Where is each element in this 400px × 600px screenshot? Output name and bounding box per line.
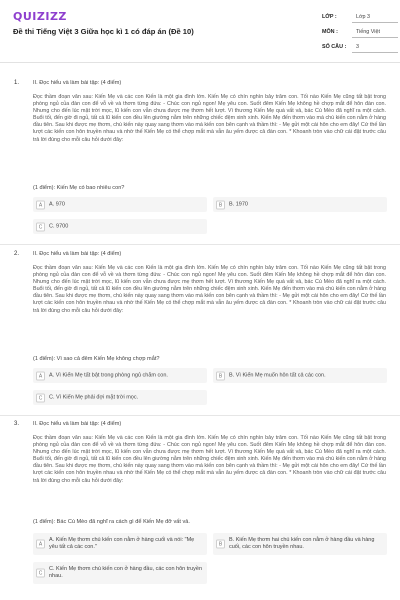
option-letter: B <box>216 540 225 549</box>
option-b[interactable] <box>213 533 387 555</box>
worksheet-header <box>0 0 400 62</box>
option-a[interactable] <box>33 533 207 555</box>
question-passage: Đọc thầm đoạn văn sau: Kiến Mẹ và các con Kiến là một gia đình lớn. Kiến Mẹ có chín nghìn bảy trăm con. Tối nào Kiến Mẹ cũng tất bật trong phòng ngủ của đàn con để vỗ về và thơm từng đứa: - Chúc con ngủ ngon! Mẹ yêu con. Suốt đêm Kiến Mẹ không hề chợp mắt để hôn đàn con. Nhưng cho đến lúc mặt trời mọc, lũ kiến con vẫn chưa được mẹ thơm hết lượt. Vì thương Kiến Mẹ quá vất vả, bác Cú Mèo đã nghĩ ra một cách. Buổi tối, đến giờ đi ngủ, tất cả lũ kiến con đều lên giường nằm trên những chiếc đệm xinh xinh. Kiến Mẹ đến thơm vào má chú kiến con nằm ở hàng đầu tiên. Sau khi được mẹ thơm, chú kiến này quay sang thơm vào má kiến con bên cạnh và thầm thì: - Mẹ gửi một cái hôn cho em đây! Cứ thế lần lượt các kiến con hôn truyền nhau và nhờ thế Kiến Mẹ có thể chợp mắt mà vẫn âu yếm được cả đàn con. * Khoanh tròn vào chữ cái đặt trước câu trả lời đúng cho mỗi câu hỏi dưới đây: <box>33 94 386 143</box>
meta-class-label: LỚP : <box>322 14 337 20</box>
question-passage: Đọc thầm đoạn văn sau: Kiến Mẹ và các con Kiến là một gia đình lớn. Kiến Mẹ có chín nghìn bảy trăm con. Tối nào Kiến Mẹ cũng tất bật trong phòng ngủ của đàn con để vỗ về và thơm từng đứa: - Chúc con ngủ ngon! Mẹ yêu con. Suốt đêm Kiến Mẹ không hề chợp mắt để hôn đàn con. Nhưng cho đến lúc mặt trời mọc, lũ kiến con vẫn chưa được mẹ thơm hết lượt. Vì thương Kiến Mẹ quá vất vả, bác Cú Mèo đã nghĩ ra một cách. Buổi tối, đến giờ đi ngủ, tất cả lũ kiến con đều lên giường nằm trên những chiếc đệm xinh xinh. Kiến Mẹ đến thơm vào má chú kiến con nằm ở hàng đầu tiên. Sau khi được mẹ thơm, chú kiến này quay sang thơm vào má kiến con bên cạnh và thầm thì: - Mẹ gửi một cái hôn cho em đây! Cứ thế lần lượt các kiến con hôn truyền nhau và nhờ thế Kiến Mẹ có thể chợp mắt mà vẫn âu yếm được cả đàn con. * Khoanh tròn vào chữ cái đặt trước câu trả lời đúng cho mỗi câu hỏi dưới đây: <box>33 435 386 484</box>
option-text: C. 9700 <box>49 223 69 229</box>
question-passage: Đọc thầm đoạn văn sau: Kiến Mẹ và các con Kiến là một gia đình lớn. Kiến Mẹ có chín nghìn bảy trăm con. Tối nào Kiến Mẹ cũng tất bật trong phòng ngủ của đàn con để vỗ về và thơm từng đứa: - Chúc con ngủ ngon! Mẹ yêu con. Suốt đêm Kiến Mẹ không hề chợp mắt để hôn đàn con. Nhưng cho đến lúc mặt trời mọc, lũ kiến con vẫn chưa được mẹ thơm hết lượt. Vì thương Kiến Mẹ quá vất vả, bác Cú Mèo đã nghĩ ra một cách. Buổi tối, đến giờ đi ngủ, tất cả lũ kiến con đều lên giường nằm trên những chiếc đệm xinh xinh. Kiến Mẹ đến thơm vào má chú kiến con nằm ở hàng đầu tiên. Sau khi được mẹ thơm, chú kiến này quay sang thơm vào má kiến con bên cạnh và thầm thì: - Mẹ gửi một cái hôn cho em đây! Cứ thế lần lượt các kiến con hôn truyền nhau và nhờ thế Kiến Mẹ có thể chợp mắt mà vẫn âu yếm được cả đàn con. * Khoanh tròn vào chữ cái đặt trước câu trả lời đúng cho mỗi câu hỏi dưới đây: <box>33 265 386 314</box>
question-heading: II. Đọc hiểu và làm bài tập: (4 điểm) <box>33 421 122 427</box>
question-number: 2. <box>14 251 20 257</box>
option-letter: C <box>36 222 45 231</box>
question-1 <box>0 80 400 240</box>
header-divider <box>0 62 400 63</box>
option-text: B. 1970 <box>229 201 248 207</box>
meta-count-value: 3 <box>356 44 359 50</box>
question-3 <box>0 421 400 600</box>
option-letter: C <box>36 569 45 578</box>
question-2 <box>0 251 400 411</box>
option-letter: A <box>36 200 45 209</box>
question-prompt: (1 điểm): Kiến Mẹ có bao nhiêu con? <box>33 185 125 191</box>
meta-subject-label: MÔN : <box>322 29 338 35</box>
option-c[interactable] <box>33 390 207 405</box>
option-a[interactable] <box>33 368 207 383</box>
option-letter: A <box>36 540 45 549</box>
option-text: C. Kiến Mẹ thơm chú kiến con ở hàng đầu, các con hôn truyền nhau. <box>49 566 203 579</box>
question-heading: II. Đọc hiểu và làm bài tập: (4 điểm) <box>33 251 122 257</box>
question-divider <box>0 415 400 416</box>
option-c[interactable] <box>33 219 207 234</box>
quizizz-logo: QUIZIZZ <box>13 10 67 23</box>
question-number: 3. <box>14 421 20 427</box>
option-text: A. 970 <box>49 201 65 207</box>
option-text: C. Vì Kiến Mẹ phải đợi mặt trời mọc. <box>49 394 139 400</box>
option-letter: C <box>36 393 45 402</box>
question-divider <box>0 244 400 245</box>
option-letter: B <box>216 371 225 380</box>
option-letter: B <box>216 200 225 209</box>
option-text: B. Kiến Mẹ thơm hai chú kiến con nằm ở hàng đầu và hàng cuối, các con hôn truyền nhau. <box>229 537 375 550</box>
option-a[interactable] <box>33 197 207 212</box>
option-b[interactable] <box>213 197 387 212</box>
option-c[interactable] <box>33 562 207 584</box>
option-text: A. Vì Kiến Mẹ tất bật trong phòng ngủ chăm con. <box>49 372 168 378</box>
question-prompt: (1 điểm): Bác Cú Mèo đã nghĩ ra cách gì để Kiến Mẹ đỡ vất vả. <box>33 519 190 525</box>
question-number: 1. <box>14 80 20 86</box>
worksheet-title: Đề thi Tiếng Việt 3 Giữa học kì 1 có đáp án (Đề 10) <box>13 27 194 36</box>
question-heading: II. Đọc hiểu và làm bài tập: (4 điểm) <box>33 80 122 86</box>
option-text: B. Vì Kiến Mẹ muốn hôn tất cả các con. <box>229 372 326 378</box>
meta-class-value: Lớp 3 <box>356 14 371 20</box>
meta-count-label: SỐ CÂU : <box>322 44 347 50</box>
option-letter: A <box>36 371 45 380</box>
question-prompt: (1 điểm): Vì sao cả đêm Kiến Mẹ không chợp mắt? <box>33 356 160 362</box>
option-text: A. Kiến Mẹ thơm chú kiến con nằm ở hàng cuối và nói: "Mẹ yêu tất cả các con." <box>49 537 195 550</box>
meta-subject-value: Tiếng Việt <box>356 29 380 35</box>
option-b[interactable] <box>213 368 387 383</box>
